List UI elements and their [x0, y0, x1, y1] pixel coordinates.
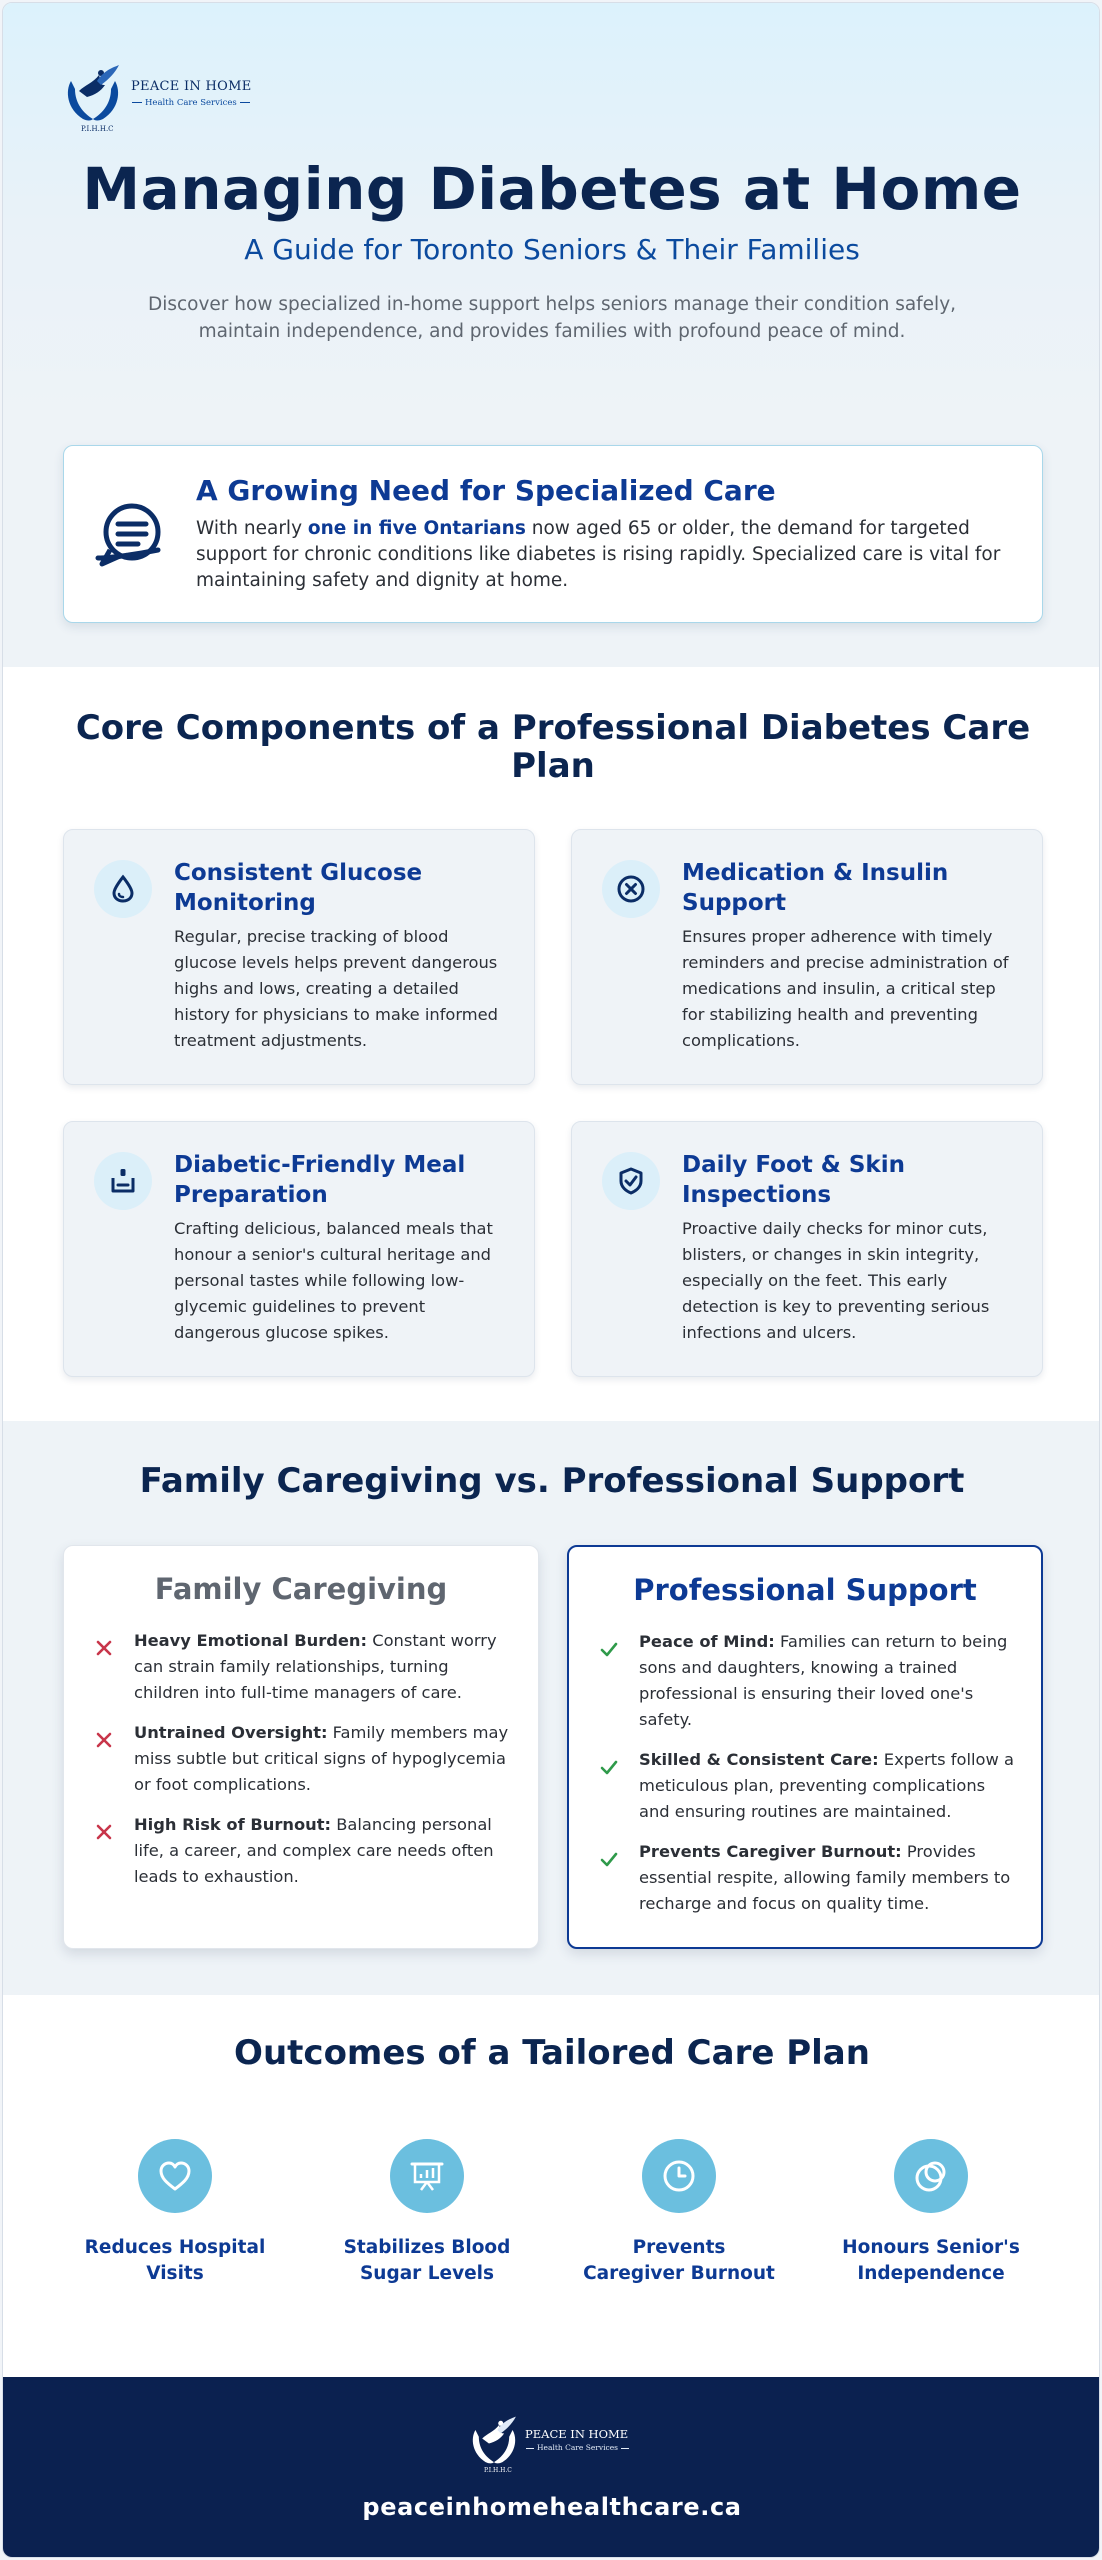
- cross-icon: [94, 1822, 114, 1842]
- component-title: Medication & Insulin Support: [682, 860, 949, 916]
- component-card-foot-skin: [571, 1121, 1043, 1377]
- page-subtitle: A Guide for Toronto Seniors & Their Families: [244, 233, 860, 266]
- component-text: Proactive daily checks for minor cuts, blisters, or changes in skin integrity, especially on the feet. This early detection is key to preventing serious infections and ulcers.: [682, 1219, 990, 1342]
- component-card-medication: [571, 829, 1043, 1085]
- component-text: Regular, precise tracking of blood glucose levels helps prevent dangerous highs and lows, creating a detailed history for physicians to make informed treatment adjustments.: [174, 927, 499, 1050]
- growing-need-title: A Growing Need for Specialized Care: [196, 474, 776, 507]
- highlight-statistic: one in five Ontarians: [307, 518, 526, 539]
- chat-bubbles-icon: [92, 498, 166, 572]
- family-caregiving-title: Family Caregiving: [154, 1572, 448, 1606]
- professional-item: Skilled & Consistent Care: Experts follow a meticulous plan, preventing complications and ensuring routines are maintained.: [639, 1750, 1014, 1821]
- meal-icon: [108, 1166, 138, 1196]
- component-text: Ensures proper adherence with timely reminders and precise administration of medications and insulin, a critical step for stabilizing health and preventing complications.: [682, 927, 1009, 1050]
- footer-logo: [467, 2413, 647, 2477]
- hands-dove-logo-icon: [61, 61, 125, 127]
- component-title: Daily Foot & Skin Inspections: [682, 1152, 905, 1208]
- growing-need-card: [63, 445, 1043, 623]
- presentation-chart-icon: [409, 2158, 445, 2194]
- family-caregiving-card: [63, 1545, 539, 1949]
- logo-tagline: Health Care Services: [129, 98, 253, 108]
- check-icon: [599, 1639, 619, 1659]
- component-text: Crafting delicious, balanced meals that honour a senior's cultural heritage and personal tastes while following low-glycemic guidelines to prevent dangerous glucose spikes.: [174, 1219, 493, 1342]
- intro-text: Discover how specialized in-home support helps seniors manage their condition safely, maintain independence, and provides families with profound peace of mind.: [147, 294, 957, 342]
- footer-logo-brand-name: PEACE IN HOME: [525, 2427, 629, 2441]
- check-icon: [599, 1849, 619, 1869]
- professional-support-card: [567, 1545, 1043, 1949]
- component-icon-bg: [94, 860, 152, 918]
- outcomes-title: Outcomes of a Tailored Care Plan: [234, 2033, 870, 2073]
- footer: [3, 2377, 1100, 2558]
- component-icon-bg: [602, 860, 660, 918]
- outcome-label: Stabilizes Blood Sugar Levels: [343, 2237, 511, 2284]
- hero-section: [3, 3, 1100, 667]
- component-title: Consistent Glucose Monitoring: [174, 860, 423, 916]
- outcome-icon-circle: [894, 2139, 968, 2213]
- component-card-glucose: [63, 829, 535, 1085]
- logo-abbreviation: P.I.H.H.C: [81, 125, 114, 133]
- outcome-icon-circle: [642, 2139, 716, 2213]
- page-title: Managing Diabetes at Home: [82, 155, 1022, 223]
- family-item: Untrained Oversight: Family members may miss subtle but critical signs of hypoglycemia or foot complications.: [134, 1723, 509, 1794]
- family-item: Heavy Emotional Burden: Constant worry can strain family relationships, turning children into full-time managers of care.: [134, 1631, 497, 1702]
- component-card-meal: [63, 1121, 535, 1377]
- logo-brand-name: PEACE IN HOME: [131, 79, 252, 94]
- infographic-page: [2, 2, 1100, 2558]
- growing-need-text: With nearly one in five Ontarians now aged 65 or older, the demand for targeted support for chronic conditions like diabetes is rising rapidly. Specialized care is vital for maintaining safety and dignity at home.: [196, 518, 1001, 591]
- shield-check-icon: [616, 1166, 646, 1196]
- cross-icon: [94, 1638, 114, 1658]
- cross-icon: [94, 1730, 114, 1750]
- footer-logo-tagline: Health Care Services: [523, 2443, 632, 2452]
- outcome-label: Reduces Hospital Visits: [84, 2237, 266, 2284]
- check-icon: [599, 1757, 619, 1777]
- footer-logo-abbreviation: P.I.H.H.C: [484, 2467, 512, 2474]
- comparison-title: Family Caregiving vs. Professional Support: [139, 1461, 965, 1501]
- core-components-title: Core Components of a Professional Diabetes Care Plan: [75, 708, 1031, 786]
- outcome-icon-circle: [138, 2139, 212, 2213]
- heart-icon: [157, 2158, 193, 2194]
- professional-item: Peace of Mind: Families can return to being sons and daughters, knowing a trained professional is ensuring their loved one's safety.: [639, 1632, 1008, 1729]
- water-drop-icon: [108, 874, 138, 904]
- outcome-icon-circle: [390, 2139, 464, 2213]
- rings-icon: [913, 2158, 949, 2194]
- component-icon-bg: [602, 1152, 660, 1210]
- footer-website-link[interactable]: peaceinhomehealthcare.ca: [362, 2493, 742, 2521]
- company-logo: [61, 61, 261, 139]
- family-item: High Risk of Burnout: Balancing personal life, a career, and complex care needs often leads to exhaustion.: [134, 1815, 494, 1886]
- hands-dove-logo-icon: [467, 2413, 521, 2469]
- pill-icon: [616, 874, 646, 904]
- outcome-label: Honours Senior's Independence: [842, 2237, 1020, 2284]
- professional-support-title: Professional Support: [633, 1573, 977, 1607]
- component-title: Diabetic-Friendly Meal Preparation: [174, 1152, 466, 1208]
- clock-icon: [661, 2158, 697, 2194]
- professional-item: Prevents Caregiver Burnout: Provides essential respite, allowing family members to recharge and focus on quality time.: [639, 1842, 1011, 1913]
- component-icon-bg: [94, 1152, 152, 1210]
- outcome-label: Prevents Caregiver Burnout: [583, 2237, 775, 2284]
